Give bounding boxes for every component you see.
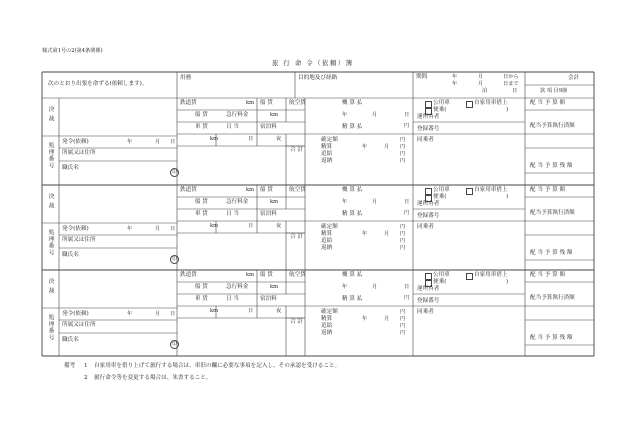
s2-budget-exec-label: 配当予算執行済額: [530, 210, 575, 216]
s3-settle-label: 精 算 払: [342, 296, 363, 302]
s3-est-day: 日: [404, 284, 410, 290]
s3-confirmed-label: 確定額: [321, 309, 338, 315]
s3-order-month: 月: [155, 311, 161, 317]
s2-ship-km: km: [270, 199, 279, 205]
s1-settle-month: 月: [384, 144, 390, 150]
s3-ship-fare: 船 賃: [195, 284, 208, 290]
period-label: 期間: [416, 74, 428, 80]
s1-name-label: 職氏名: [62, 165, 79, 171]
s2-budget-rem-label: 配 当 予 算 残 額: [530, 250, 573, 256]
s3-companion-label: 同乗者: [417, 309, 434, 315]
s3-yen-3: 円: [400, 330, 406, 336]
s2-driver-label: 運所有者: [417, 201, 440, 207]
s1-own-car: 自家用車借上: [474, 100, 508, 106]
s2-seal-mark: 印: [170, 255, 179, 264]
s3-convenience: 便乗(: [433, 279, 447, 285]
s1-box-public-checkbox: [425, 101, 432, 108]
s1-seal-mark: 印: [170, 168, 179, 177]
s2-yen-1: 円: [400, 231, 406, 237]
s2-order-year: 年: [127, 226, 133, 232]
s1-box-conv-checkbox: [425, 108, 432, 115]
s2-est-year: 年: [342, 199, 348, 205]
s3-est-year: 年: [342, 284, 348, 290]
s1-box-own-checkbox: [466, 101, 473, 108]
s2-car-km: km: [210, 223, 219, 229]
s1-est-yen: 円: [404, 123, 410, 129]
s3-convenience-close: ): [506, 279, 509, 285]
s1-estimate-label: 概 算 払: [342, 100, 363, 106]
s1-settle-label: 精 算 払: [342, 124, 363, 130]
s2-air-label: 航空賃: [289, 187, 306, 193]
s1-car-km: km: [210, 136, 219, 142]
s2-name-label: 職氏名: [62, 252, 79, 258]
s3-settle-month: 月: [384, 316, 390, 322]
s3-railway-label: 鉄道賃: [180, 272, 197, 278]
s1-railway-label: 鉄道賃: [180, 100, 197, 106]
s2-yen-0: 円: [400, 224, 406, 230]
s1-railway-km: km: [246, 100, 255, 106]
s2-yen-2: 円: [400, 238, 406, 244]
s3-air-label: 航空賃: [289, 272, 306, 278]
s1-daily-label: 日 当: [226, 124, 239, 130]
s2-additional-label: 追給: [321, 238, 333, 244]
s2-ship-label: 船 賃: [260, 187, 273, 193]
s3-processing-no-label: 処理番号: [47, 314, 53, 342]
s2-box-conv-checkbox: [425, 195, 432, 202]
s3-ship-label: 船 賃: [260, 272, 273, 278]
s2-settle-label: 精 算 払: [342, 211, 363, 217]
s1-yen-0: 円: [400, 137, 406, 143]
s2-budget-label: 配 当 予 算 額: [530, 187, 566, 193]
period-month-to: 月: [478, 81, 484, 87]
s2-car-label: 車 賃: [195, 211, 208, 217]
s2-express-label: 急行料金: [226, 199, 249, 205]
period-day-from: 日から: [503, 74, 519, 80]
s3-daily-label: 日 当: [226, 296, 239, 302]
s3-own-car: 自家用車借上: [474, 272, 508, 278]
s1-ship-fare: 船 賃: [195, 112, 208, 118]
s3-reg-no-label: 登録番号: [417, 298, 440, 304]
s1-daily-day: 日: [248, 136, 254, 142]
s2-settle-month: 月: [384, 231, 390, 237]
s1-companion-label: 同乗者: [417, 137, 434, 143]
s1-sum-label: 合 計: [290, 147, 303, 153]
s2-settled-label: 精算: [321, 231, 333, 237]
s1-convenience-close: ): [506, 107, 509, 113]
account-number: 款 項 目9節: [540, 88, 568, 94]
s2-railway-km: km: [246, 187, 255, 193]
s2-est-yen: 円: [404, 210, 410, 216]
s1-ship-label: 船 賃: [260, 100, 273, 106]
notes-label: 備考: [64, 363, 76, 369]
s2-affiliation-label: 所属又は住所: [62, 237, 96, 243]
period-year-to: 年: [452, 81, 458, 87]
s3-railway-km: km: [246, 272, 255, 278]
s2-railway-label: 鉄道賃: [180, 187, 197, 193]
s1-lodging-night: 夜: [276, 136, 282, 142]
s2-public-car: 公用車: [433, 187, 450, 193]
purpose-label: 用務: [180, 75, 192, 81]
s2-est-month: 月: [372, 199, 378, 205]
s1-driver-label: 運所有者: [417, 114, 440, 120]
s2-est-day: 日: [404, 199, 410, 205]
note-1: 自家用車を借り上げて旅行する場合は、車旧の欄に必要な事項を記入し、その承認を受けること。: [94, 363, 341, 369]
s3-settle-year: 年: [362, 316, 368, 322]
s2-lodging-night: 夜: [276, 223, 282, 229]
s3-box-conv-checkbox: [425, 280, 432, 287]
s2-decision-label: 決 裁: [47, 193, 53, 210]
s1-order-year: 年: [127, 139, 133, 145]
s2-box-own-checkbox: [466, 188, 473, 195]
s1-convenience: 便乗(: [433, 107, 447, 113]
s1-est-day: 日: [404, 112, 410, 118]
s1-order-month: 月: [155, 139, 161, 145]
destination-label: 目的地及び経路: [298, 75, 338, 81]
note-2-number: 2: [84, 375, 88, 381]
s2-yen-3: 円: [400, 245, 406, 251]
s3-estimate-label: 概 算 払: [342, 272, 363, 278]
period-nights: 泊: [482, 88, 488, 94]
s1-budget-rem-label: 配 当 予 算 残 額: [530, 163, 573, 169]
s1-budget-exec-label: 配当予算執行済額: [530, 123, 575, 129]
s2-own-car: 自家用車借上: [474, 187, 508, 193]
s3-express-label: 急行料金: [226, 284, 249, 290]
s3-order-year: 年: [127, 311, 133, 317]
s1-yen-1: 円: [400, 144, 406, 150]
s3-budget-label: 配 当 予 算 額: [530, 272, 566, 278]
s2-convenience: 便乗(: [433, 194, 447, 200]
s3-decision-label: 決 裁: [47, 278, 53, 295]
s1-processing-no-label: 処理番号: [47, 142, 53, 170]
s3-lodging-label: 宿泊料: [260, 296, 277, 302]
s1-affiliation-label: 所属又は住所: [62, 150, 96, 156]
s3-public-car: 公用車: [433, 272, 450, 278]
s3-est-yen: 円: [404, 295, 410, 301]
s1-express-label: 急行料金: [226, 112, 249, 118]
s1-settled-label: 精算: [321, 144, 333, 150]
s3-additional-label: 追給: [321, 323, 333, 329]
s2-order-month: 月: [155, 226, 161, 232]
period-days: 日: [512, 88, 518, 94]
s2-daily-label: 日 当: [226, 211, 239, 217]
s1-budget-label: 配 当 予 算 額: [530, 100, 566, 106]
account-label: 会計: [568, 75, 580, 81]
s1-est-year: 年: [342, 112, 348, 118]
s3-settled-label: 精算: [321, 316, 333, 322]
s3-car-km: km: [210, 308, 219, 314]
s3-yen-1: 円: [400, 316, 406, 322]
s1-lodging-label: 宿泊料: [260, 124, 277, 130]
s3-yen-2: 円: [400, 323, 406, 329]
s1-ship-km: km: [270, 112, 279, 118]
s2-convenience-close: ): [506, 194, 509, 200]
s3-seal-mark: 印: [170, 340, 179, 349]
s1-settle-year: 年: [362, 144, 368, 150]
s3-daily-day: 日: [248, 308, 254, 314]
s1-car-label: 車 賃: [195, 124, 208, 130]
s3-box-own-checkbox: [466, 273, 473, 280]
s3-est-month: 月: [372, 284, 378, 290]
s2-reg-no-label: 登録番号: [417, 213, 440, 219]
s2-confirmed-label: 確定額: [321, 224, 338, 230]
s1-order-day: 日: [170, 139, 176, 145]
s3-driver-label: 運所有者: [417, 286, 440, 292]
s2-lodging-label: 宿泊料: [260, 211, 277, 217]
s1-yen-2: 円: [400, 151, 406, 157]
intro-text: 次のとおり出張を命ずる(依頼します)。: [48, 81, 148, 87]
s3-car-label: 車 賃: [195, 296, 208, 302]
s2-refund-label: 返納: [321, 245, 333, 251]
s3-box-public-checkbox: [425, 273, 432, 280]
period-day-to: 日まで: [503, 81, 519, 87]
s2-companion-label: 同乗者: [417, 224, 434, 230]
s3-budget-exec-label: 配当予算執行済額: [530, 295, 575, 301]
period-month-from: 月: [478, 74, 484, 80]
s2-order-date-label: 発令(依頼): [62, 226, 89, 232]
s1-refund-label: 返納: [321, 158, 333, 164]
s1-confirmed-label: 確定額: [321, 137, 338, 143]
s1-public-car: 公用車: [433, 100, 450, 106]
s3-order-day: 日: [170, 311, 176, 317]
period-year-from: 年: [452, 74, 458, 80]
s1-order-date-label: 発令(依頼): [62, 139, 89, 145]
s3-budget-rem-label: 配 当 予 算 残 額: [530, 335, 573, 341]
s2-ship-fare: 船 賃: [195, 199, 208, 205]
note-1-number: 1: [84, 363, 88, 369]
s1-decision-label: 決 裁: [47, 106, 53, 123]
s2-sum-label: 合 計: [290, 234, 303, 240]
s2-settle-year: 年: [362, 231, 368, 237]
s3-sum-label: 合 計: [290, 319, 303, 325]
s3-yen-0: 円: [400, 309, 406, 315]
s2-estimate-label: 概 算 払: [342, 187, 363, 193]
s1-air-label: 航空賃: [289, 100, 306, 106]
s3-name-label: 職氏名: [62, 337, 79, 343]
form-title: 旅 行 命 令（依頼）簿: [272, 59, 354, 67]
s2-order-day: 日: [170, 226, 176, 232]
s3-affiliation-label: 所属又は住所: [62, 322, 96, 328]
note-2: 旅行命令等を変更する場合は、朱書すること。: [94, 375, 212, 381]
s2-box-public-checkbox: [425, 188, 432, 195]
s3-order-date-label: 発令(依頼): [62, 311, 89, 317]
s3-lodging-night: 夜: [276, 308, 282, 314]
s1-reg-no-label: 登録番号: [417, 126, 440, 132]
s1-yen-3: 円: [400, 158, 406, 164]
s3-ship-km: km: [270, 284, 279, 290]
s3-refund-label: 返納: [321, 330, 333, 336]
s2-daily-day: 日: [248, 223, 254, 229]
s2-processing-no-label: 処理番号: [47, 229, 53, 257]
form-number: 様式第1号の2(第4条関係): [42, 48, 103, 54]
s1-additional-label: 追給: [321, 151, 333, 157]
s1-est-month: 月: [372, 112, 378, 118]
